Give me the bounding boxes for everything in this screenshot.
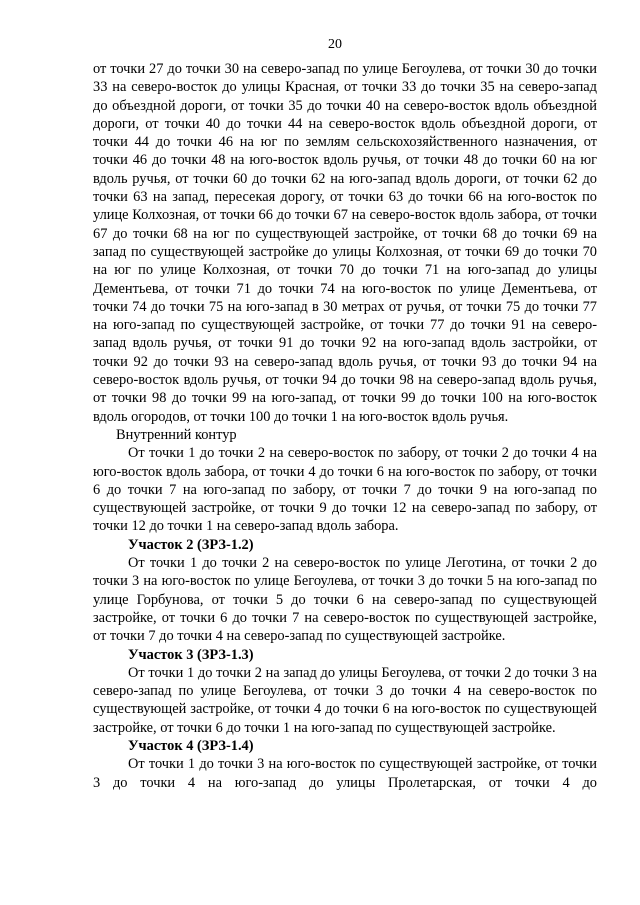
boundary-description-paragraph: от точки 27 до точки 30 на северо-запад по улице Бегоулева, от точки 30 до точки 33 на северо-восток до улицы Красная, от точки 33 до точки 35 на северо-запад до объездной дороги, от точки 35 до точки 40 на северо-восток вдоль объездной дороги, от точки 40 до точки 44 на северо-восток вдоль объездной дороги, от точки 44 до точки 46 на юг по землям сельскохозяйственного назначения, от точки 46 до точки 48 на юго-восток вдоль ручья, от точки 48 до точки 60 на юг вдоль ручья, от точки 60 до точки 62 на юго-запад вдоль дороги, от точки 62 до точки 63 на запад, пересекая дорогу, от точки 63 до точки 66 на юго-восток по улице Колхозная, от точки 66 до точки 67 на северо-восток вдоль забора, от точки 67 до точки 68 на юг по существующей застройке, от точки 68 до точки 69 на запад по существующей застройке до улицы Колхозная, от точки 69 до точки 70 на юг по улице Колхозная, от точки 70 до точки 71 на юго-запад до улицы Дементьева, от точки 71 до точки 74 на юго-восток по улице Дементьева, от точки 74 до точки 75 на юго-запад в 30 метрах от ручья, от точки 75 до точки 77 на юго-запад по существующей застройке, от точки 77 до точки 91 на северо-запад вдоль ручья, от точки 91 до точки 92 на юго-запад вдоль застройки, от точки 92 до точки 93 на северо-запад вдоль ручья, от точки 93 до точки 94 на северо-восток вдоль ручья, от точки 94 до точки 98 на северо-запад вдоль ручья, от точки 98 до точки 99 на юго-запад, от точки 99 до точки 100 на юго-восток вдоль огородов, от точки 100 до точки 1 на юго-восток вдоль ручья. (93, 61, 597, 425)
section-text-plot-3: От точки 1 до точки 2 на запад до улицы Бегоулева, от точки 2 до точки 3 на северо-запад по улице Бегоулева, от точки 3 до точки 4 на северо-восток по существующей застройке, от точки 4 до точки 6 на юго-восток по существующей застройке, от точки 6 до точки 1 на юго-запад по существующей застройке. (93, 664, 597, 736)
inner-contour-label: Внутренний контур (116, 426, 237, 443)
document-body (93, 60, 597, 792)
section-heading-plot-4: Участок 4 (ЗРЗ-1.4) (128, 737, 254, 754)
inner-contour-paragraph: От точки 1 до точки 2 на северо-восток по забору, от точки 2 до точки 4 на юго-восток вдоль забора, от точки 4 до точки 6 на юго-восток по забору, от точки 6 до точки 7 на юго-запад по забору, от точки 7 до точки 9 на юго-запад по существующей застройке, от точки 9 до точки 12 на северо-запад по забору, от точки 12 до точки 1 на северо-запад вдоль забора. (93, 445, 597, 535)
section-text-plot-2: От точки 1 до точки 2 на северо-восток по улице Леготина, от точки 2 до точки 3 на юго-восток по улице Бегоулева, от точки 3 до точки 5 на юго-запад по улице Горбунова, от точки 5 до точки 6 на северо-запад по существующей застройке, от точки 6 до точки 7 на северо-восток по существующей застройке, от точки 7 до точки 4 на северо-запад по существующей застройке. (93, 555, 597, 645)
section-text-plot-4: От точки 1 до точки 3 на юго-восток по существующей застройке, от точки 3 до точки 4 на юго-запад до улицы Пролетарская, от точки 4 до (93, 756, 597, 791)
section-heading-plot-3: Участок 3 (ЗРЗ-1.3) (128, 646, 254, 663)
page-number: 20 (328, 37, 342, 52)
section-heading-plot-2: Участок 2 (ЗРЗ-1.2) (128, 536, 254, 553)
